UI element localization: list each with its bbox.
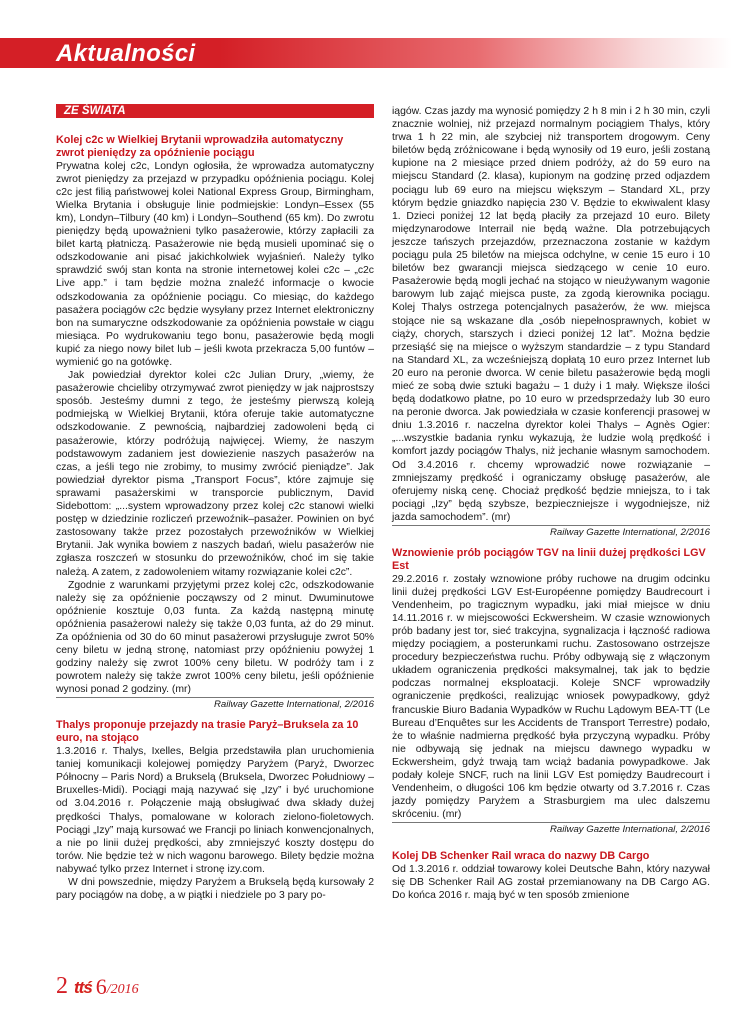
article-source: Railway Gazette International, 2/2016 <box>392 525 710 538</box>
page-footer <box>56 968 139 998</box>
right-column <box>392 105 710 902</box>
article-paragraph: 29.2.2016 r. zostały wznowione próby ruchowe na drugim odcinku linii dużej prędkości LGV Est-Européenne pomiędzy Baudrecourt i Vendenheim, po tragicznym wypadku, jaki miał miejsce w dniu 14.11.2016 r. w miejscowości Eckwersheim. W czasie wznowionych prób badany jest tor, sieć trakcyjna, sygnalizacja i łączność radiowa między pociągiem, a posterunkami ruchu. Zastosowano ostrzejsze procedury bezpieczeństwa ruchu. Próby odbywają się z włączonym układem ograniczenia prędkości maksymalnej, tak jak to będzie podczas normalnej eksploatacji. Koleje SNCF wprowadziły ograniczenie prędkości, realizując wniosek powypadkowy, gdyż francuskie Biuro Badania Wypadków w Ruchu Lądowym BEA-TT (Le Bureau d’Enquêtes sur les Accidents de Transport Terrestre) podało, że to właśnie nadmierna prędkość była przyczyną wypadku. Próby nie odbywają się jednak na miejscu dawnego wypadku w Eckwersheim, gdyż trwają tam wciąż badania powypadkowe. Jak podały koleje SNCF, ruch na linii LGV Est pomiędzy Baudrecourt i Vendenheim, o długości 106 km będzie otwarty od 3.7.2016 r. Czas jazdy pomiędzy Paryżem a Strasburgiem ma ulec dalszemu skróceniu. (mr) <box>392 573 710 821</box>
article-source: Railway Gazette International, 2/2016 <box>392 822 710 835</box>
article-paragraph: Jak powiedział dyrektor kolei c2c Julian Drury, „wiemy, że pasażerowie chcieliby otrzymywać zwrot pieniędzy w jak najprostszy sposób. Jesteśmy dumni z tego, że jesteśmy pierwszą koleją podmiejską w Wielkiej Brytanii, która oferuje takie automatyczne odszkodowanie. Z pewnością, najbardziej zadowoleni będą ci pasażerowie, którzy podróżują najwięcej. Wiemy, że naszym podstawowym zadaniem jest dowiezienie naszych pasażerów na czas, a jeśli tego nie zrobimy, to musimy zwrócić pieniądze”. Jak powiedział dyrektor pisma „Transport Focus”, które zajmuje się sprawami pasażerskimi w transporcie publicznym, David Sidebottom: „...system wprowadzony przez kolej c2c stanowi wielki postęp w dziedzinie rozliczeń przewoźnik–pasażer. Powinien on być zastosowany także przez pozostałych przewoźników w Wielkiej Brytanii. Jak wynika bowiem z naszych badań, wielu pasażerów nie zgłasza roszczeń w stosunku do przewoźników, choć im się takie należą. A zatem, z zadowoleniem witamy rozwiązanie kolei c2c”. <box>56 370 374 578</box>
article-title-c2c: Kolej c2c w Wielkiej Brytanii wprowadziła automatyczny zwrot pieniędzy za opóźnienie pociągu <box>56 134 344 159</box>
article-paragraph: Prywatna kolej c2c, Londyn ogłosiła, że wprowadza automatyczny zwrot pieniędzy za przejazd w przypadku opóźnienia pociągu. Kolej c2c jest filią państwowej kolei National Express Group, Birmingham, Wielka Brytania i obsługuje linie podmiejskie: Londyn–Essex (55 km), Londyn–Tilbury (40 km) i Londyn–Southend (65 km). Do zwrotu pieniędzy będą upoważnieni tylko pasażerowie, którzy zapłacili za bilet kartą płatniczą. Pasażerowie nie będą musieli upominać się o odszkodowanie ani pisać jakichkolwiek wyjaśnień. Należy tylko sprawdzić swój stan konta na stronie internetowej kolei c2c – „c2c Live app.” i tam będzie można znaleźć informacje o kwocie odszkodowania za opóźnienie pociągu. Co miesiąc, do każdego pasażera pociągów c2c będzie wysyłany przez Internet elektroniczny bon na sumaryczne odszkodowanie za opóźnienia powstałe w ciągu miesiąca. Po wydrukowaniu tego bonu, pasażerowie będą mogli kupić za niego nowy bilet lub – jeśli kwota przekracza 5,00 funtów – wymienić go na gotówkę. <box>56 160 374 368</box>
magazine-logo: ttś <box>74 978 92 997</box>
article-paragraph: 1.3.2016 r. Thalys, Ixelles, Belgia przedstawiła plan uruchomienia taniej komunikacji kolejowej pomiędzy Paryżem (Paryż, Dworzec Północny – Paris Nord) a Brukselą (Bruksela, Dworzec Południowy – Bruxelles-Midi). Pociągi mają nazywać się „Izy” i być uruchomione od 3.04.2016 r. Połączenie mają obsługiwać dwa składy dużej prędkości Thalys, pomalowane w kolorach zielono-fioletowych. Pociągi „Izy” mają kursować we Francji po liniach konwencjonalnych, a nie po linii dużej prędkości, aby zmniejszyć koszty dostępu do torów. Nie będzie też w nich wagonu barowego. Bilety będzie można nabywać tylko przez Internet i stronę izy.com. <box>56 746 374 875</box>
article-title-db-cargo: Kolej DB Schenker Rail wraca do nazwy DB Cargo <box>392 850 650 863</box>
article-title-lgv-est: Wznowienie prób pociągów TGV na linii dużej prędkości LGV Est <box>392 547 706 572</box>
issue-number: 6 <box>95 974 107 999</box>
article-title-thalys: Thalys proponuje przejazdy na trasie Paryż–Bruksela za 10 euro, na stojąco <box>56 719 359 745</box>
page-number: 2 <box>56 973 68 999</box>
article-paragraph: Od 1.3.2016 r. oddział towarowy kolei Deutsche Bahn, który nazywał się DB Schenker Rail AG został przemianowany na DB Cargo AG. Do końca 2016 r. mają być w ten sposób zmienione <box>392 864 710 902</box>
article-source: Railway Gazette International, 2/2016 <box>56 697 374 710</box>
article-paragraph-continued: W dni powszednie, między Paryżem a Brukselą będą kursowały 2 pary pociągów na dobę, a w piątki i niedziele po 3 pary po- <box>56 876 374 902</box>
column-tag: ZE ŚWIATA <box>56 104 374 118</box>
issue-year: /2016 <box>106 982 139 997</box>
section-title: Aktualności <box>56 40 196 67</box>
left-column <box>56 104 374 902</box>
article-paragraph: Zgodnie z warunkami przyjętymi przez kolej c2c, odszkodowanie należy się za opóźnienie począwszy od 2 minut. Dwuminutowe opóźnienie kosztuje 0,03 funta. Za każdą następną minutę opóźnienia pasażerowi należy się także 0,03 funta, aż do 29 minut. Za opóźnienia od 30 do 60 minut pasażerowi przysługuje zwrot 50% ceny biletu w jedną stronę, natomiast przy opóźnieniu powyżej 1 godziny należy się zwrot 100% ceny biletu. W podróży tam i z powrotem należy się także zwrot 100% ceny biletu, jeśli opóźnienie wynosi ponad 2 godziny. (mr) <box>56 579 374 696</box>
article-paragraph-continuation: iągów. Czas jazdy ma wynosić pomiędzy 2 h 8 min i 2 h 30 min, czyli znacznie wolniej, niż przejazd normalnym pociągiem Thalys, który trwa 1 h 22 min, ale szybciej niż transportem drogowym. Ceny biletów będą zróżnicowane i będą wynosiły od 19 euro, jeśli zostaną kupione na 2 miesiące przed dniem podróży, aż do 59 euro na miejscu Standard (2. klasa), kupionym na godzinę przed odjazdem pociągu lub 69 euro na miejscu większym – Standard XL, przy którym będzie gniazdko napięcia 230 V. Będzie to ekwiwalent klasy 1. Dzieci poniżej 12 lat będą płaciły za przejazd 10 euro. Bilety międzynarodowe Interrail nie będą ważne. Dla potrzebujących jeszcze tańszych przejazdów, przeznaczona zostanie w każdym pociągu pula 25 biletów na miejsca odchylne, w cenie 15 euro i 10 biletów bez gwarancji miejsca siedzącego w cenie 10 euro. Pasażerowie będą mogli jechać na stojąco w nieużywanym wagonie barowym lub zająć miejsca puste, za zgodą kierownika pociągu. Kolej Thalys ostrzega potencjalnych pasażerów, że ww. miejsca stojące nie są wskazane dla „osób niepełnosprawnych, kobiet w ciąży, chorych, starszych i dzieci poniżej 12 lat”. Można będzie przesiąść się na miejsce o wyższym standardzie – z typu Standard na Standard XL, za wcześniejszą dopłatą 10 euro przez Internet lub 20 euro na peronie dworca. W cenie biletu pasażerowie będą mogli mieć ze sobą dwie sztuki bagażu – 1 duży i 1 mały. Większe ilości będą dodatkowo płatne, po 10 euro w przedsprzedaży lub 30 euro na peronie dworca. Jak powiedziała w czasie konferencji prasowej w dniu 1.3.2016 r. naczelna dyrektor kolei Thalys – Agnès Ogier: „...wszystkie badania rynku wykazują, że ludzie wolą prędkość i komfort jazdy pociągów Thalys, niż jechanie własnym samochodem. Od 3.4.2016 r. chcemy wprowadzić nowe rozwiązanie – zmniejszamy prędkość i ograniczamy obsługę pasażerów, ale oferujemy niską cenę. Chociaż prędkość będzie mniejsza, to i tak pociągi „Izy” będą szybsze, bezpieczniejsze i wygodniejsze, niż jazda samochodem”. (mr) <box>392 106 710 523</box>
